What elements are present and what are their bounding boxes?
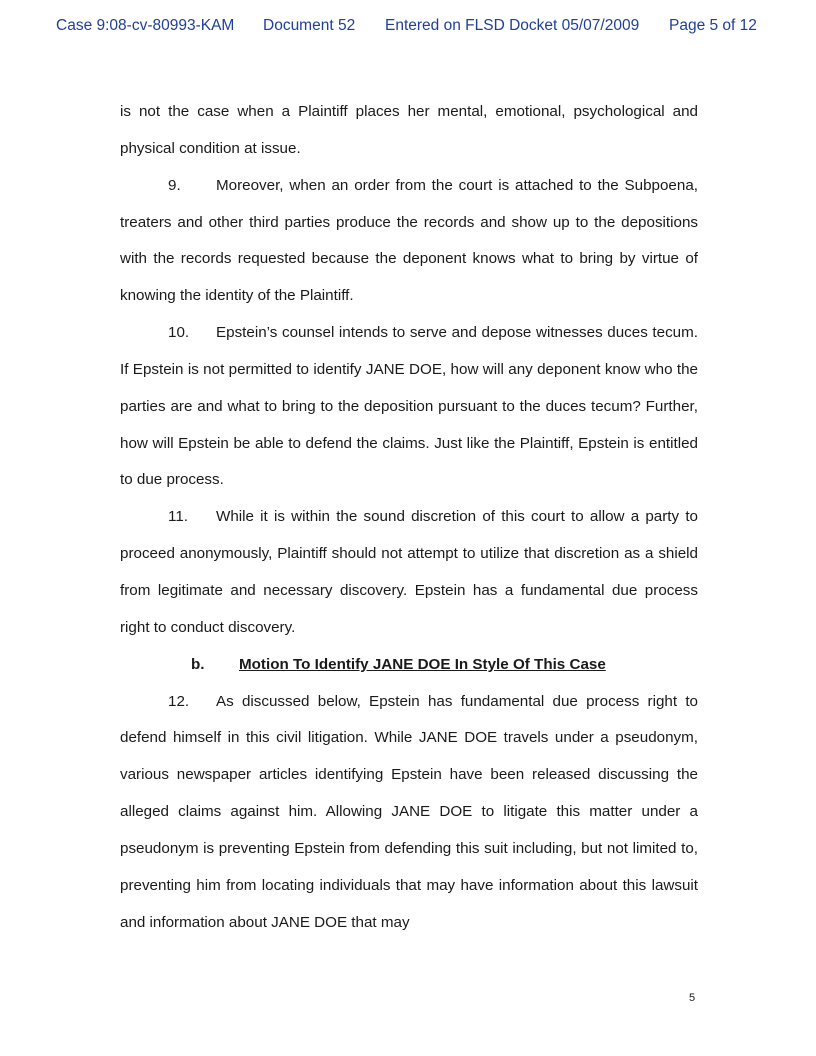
docket-header (0, 17, 816, 39)
paragraph-number: 10. (168, 324, 190, 342)
paragraph-12 (120, 684, 698, 942)
document-body (120, 94, 698, 941)
page-number: 5 (689, 992, 696, 1004)
page-indicator: Page 5 of 12 (669, 17, 757, 34)
paragraph-number: 9. (168, 176, 181, 194)
paragraph-number: 11. (168, 508, 188, 526)
paragraph-11 (120, 499, 698, 646)
paragraph-text: As discussed below, Epstein has fundamental due process right to defend himself in this civil litigation. While JANE DOE travels under a pseudonym, various newspaper articles identifying Epstein have been released discussing the alleged claims against him. Allowing JANE DOE to litigate this matter under a pseudonym is preventing Epstein from defending this suit including, but not limited to, preventing him from locating individuals that may have information about this lawsuit and information about JANE DOE that may (120, 692, 698, 931)
paragraph-text: Epstein’s counsel intends to serve and depose witnesses duces tecum. If Epstein is not permitted to identify JANE DOE, how will any deponent know who the parties are and what to bring to the deposition pursuant to the duces tecum? Further, how will Epstein be able to defend the claims. Just like the Plaintiff, Epstein is entitled to due process. (120, 324, 698, 489)
paragraph-10 (120, 315, 698, 499)
section-letter: b. (191, 655, 205, 673)
continuation-paragraph: is not the case when a Plaintiff places her mental, emotional, psychological and physical condition at issue. (120, 103, 698, 157)
case-number: Case 9:08-cv-80993-KAM (56, 17, 235, 34)
section-title: Motion To Identify JANE DOE In Style Of This Case (239, 655, 606, 673)
paragraph-9 (120, 168, 698, 315)
paragraph-text: While it is within the sound discretion of this court to allow a party to proceed anonymously, Plaintiff should not attempt to utilize that discretion as a shield from legitimate and necessary discovery. Epstein has a fundamental due process right to conduct discovery. (120, 508, 698, 636)
paragraph-number: 12. (168, 692, 190, 710)
section-heading (120, 647, 698, 684)
paragraph-text: Moreover, when an order from the court is attached to the Subpoena, treaters and other third parties produce the records and show up to the depositions with the records requested because the deponent knows what to bring by virtue of knowing the identity of the Plaintiff. (120, 176, 698, 305)
docket-entry-date: Entered on FLSD Docket 05/07/2009 (385, 17, 640, 34)
document-number: Document 52 (263, 17, 356, 34)
